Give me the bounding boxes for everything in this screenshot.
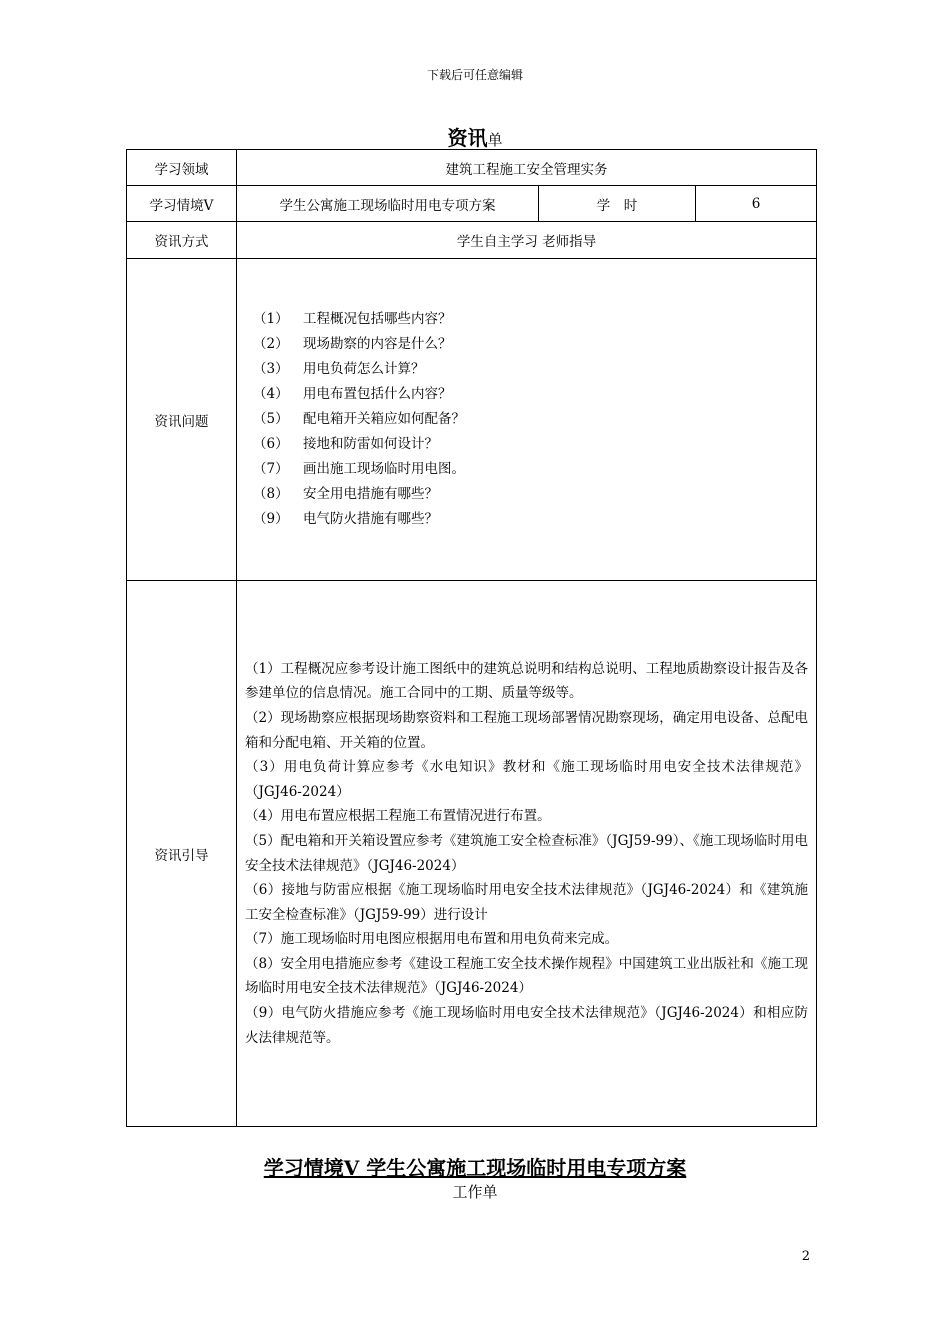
question-number: （2）	[253, 336, 289, 352]
section-title: 学习情境V 学生公寓施工现场临时用电专项方案	[263, 1156, 687, 1180]
document-title-main: 资讯	[447, 126, 488, 150]
info-method-value: 学生自主学习 老师指导	[237, 222, 817, 259]
question-text: 用电负荷怎么计算？	[303, 361, 425, 377]
question-text: 现场勘察的内容是什么？	[303, 336, 452, 352]
guide-item: （6）接地与防雷应根据《施工现场临时用电安全技术法律规范》（JGJ46-2024）和《建筑施工安全检查标准》（JGJ59-99）进行设计	[245, 882, 809, 923]
question-number: （7）	[253, 461, 289, 477]
hours-value: 6	[696, 186, 817, 222]
info-form-table	[126, 149, 817, 1127]
question-number: （3）	[253, 361, 289, 377]
guide-item: （1）工程概况应参考设计施工图纸中的建筑总说明和结构总说明、工程地质勘察设计报告及各参建单位的信息情况。施工合同中的工期、质量等级等。	[245, 660, 809, 702]
question-text: 配电箱开关箱应如何配备？	[303, 411, 465, 427]
document-title-suffix: 单	[487, 131, 503, 149]
question-number: （8）	[253, 486, 289, 502]
header-note: 下载后可任意编辑	[426, 68, 523, 82]
question-text: 画出施工现场临时用电图。	[303, 461, 465, 477]
list-item	[253, 457, 816, 482]
info-method-label: 资讯方式	[127, 222, 237, 259]
info-guides-label: 资讯引导	[127, 581, 237, 1127]
learning-area-value: 建筑工程施工安全管理实务	[237, 150, 817, 186]
learning-situation-label: 学习情境V	[127, 186, 237, 222]
guide-item: （7）施工现场临时用电图应根据用电布置和用电负荷来完成。	[245, 931, 619, 948]
row-info-method	[127, 222, 817, 259]
row-info-guides	[127, 581, 817, 1127]
question-number: （9）	[253, 511, 289, 527]
row-learning-area	[127, 150, 817, 186]
guide-item: （3）用电负荷计算应参考《水电知识》教材和《施工现场临时用电安全技术法律规范》（JGJ46-2024）	[245, 759, 809, 800]
section-subtitle: 工作单	[452, 1183, 498, 1201]
question-number: （4）	[253, 386, 289, 402]
list-item	[253, 382, 816, 407]
list-item	[253, 357, 816, 382]
question-number: （6）	[253, 436, 289, 452]
hours-label: 学 时	[539, 186, 696, 222]
row-learning-situation	[127, 186, 817, 222]
guide-item: （2）现场勘察应根据现场勘察资料和工程施工现场部署情况勘察现场，确定用电设备、总配电箱和分配电箱、开关箱的位置。	[245, 709, 809, 751]
question-number: （5）	[253, 411, 289, 427]
list-item	[253, 332, 816, 357]
guide-item: （9）电气防火措施应参考《施工现场临时用电安全技术法律规范》（JGJ46-2024）和相应防火法律规范等。	[245, 1005, 809, 1046]
guide-list	[237, 657, 816, 1051]
question-text: 用电布置包括什么内容？	[303, 386, 452, 402]
list-item	[253, 507, 816, 532]
list-item	[253, 307, 816, 332]
guide-item: （5）配电箱和开关箱设置应参考《建筑施工安全检查标准》（JGJ59-99）、《施工现场临时用电安全技术法律规范》（JGJ46-2024）	[245, 832, 809, 874]
row-info-questions	[127, 259, 817, 581]
learning-situation-value: 学生公寓施工现场临时用电专项方案	[237, 186, 539, 222]
page-number: 2	[801, 1249, 810, 1264]
question-number: （1）	[253, 311, 289, 327]
guide-item: （4）用电布置应根据工程施工布置情况进行布置。	[245, 808, 551, 825]
info-questions-label: 资讯问题	[127, 259, 237, 581]
question-text: 工程概况包括哪些内容？	[303, 311, 452, 327]
learning-area-label: 学习领域	[127, 150, 237, 186]
question-list	[237, 307, 816, 532]
question-text: 安全用电措施有哪些？	[303, 486, 438, 502]
question-text: 接地和防雷如何设计？	[303, 436, 438, 452]
question-text: 电气防火措施有哪些？	[303, 511, 438, 527]
list-item	[253, 482, 816, 507]
guide-item: （8）安全用电措施应参考《建设工程施工安全技术操作规程》中国建筑工业出版社和《施工现场临时用电安全技术法律规范》（JGJ46-2024）	[245, 955, 809, 997]
list-item	[253, 407, 816, 432]
info-questions-cell	[237, 259, 817, 581]
document-title	[0, 122, 950, 151]
info-guides-cell	[237, 581, 817, 1127]
list-item	[253, 432, 816, 457]
